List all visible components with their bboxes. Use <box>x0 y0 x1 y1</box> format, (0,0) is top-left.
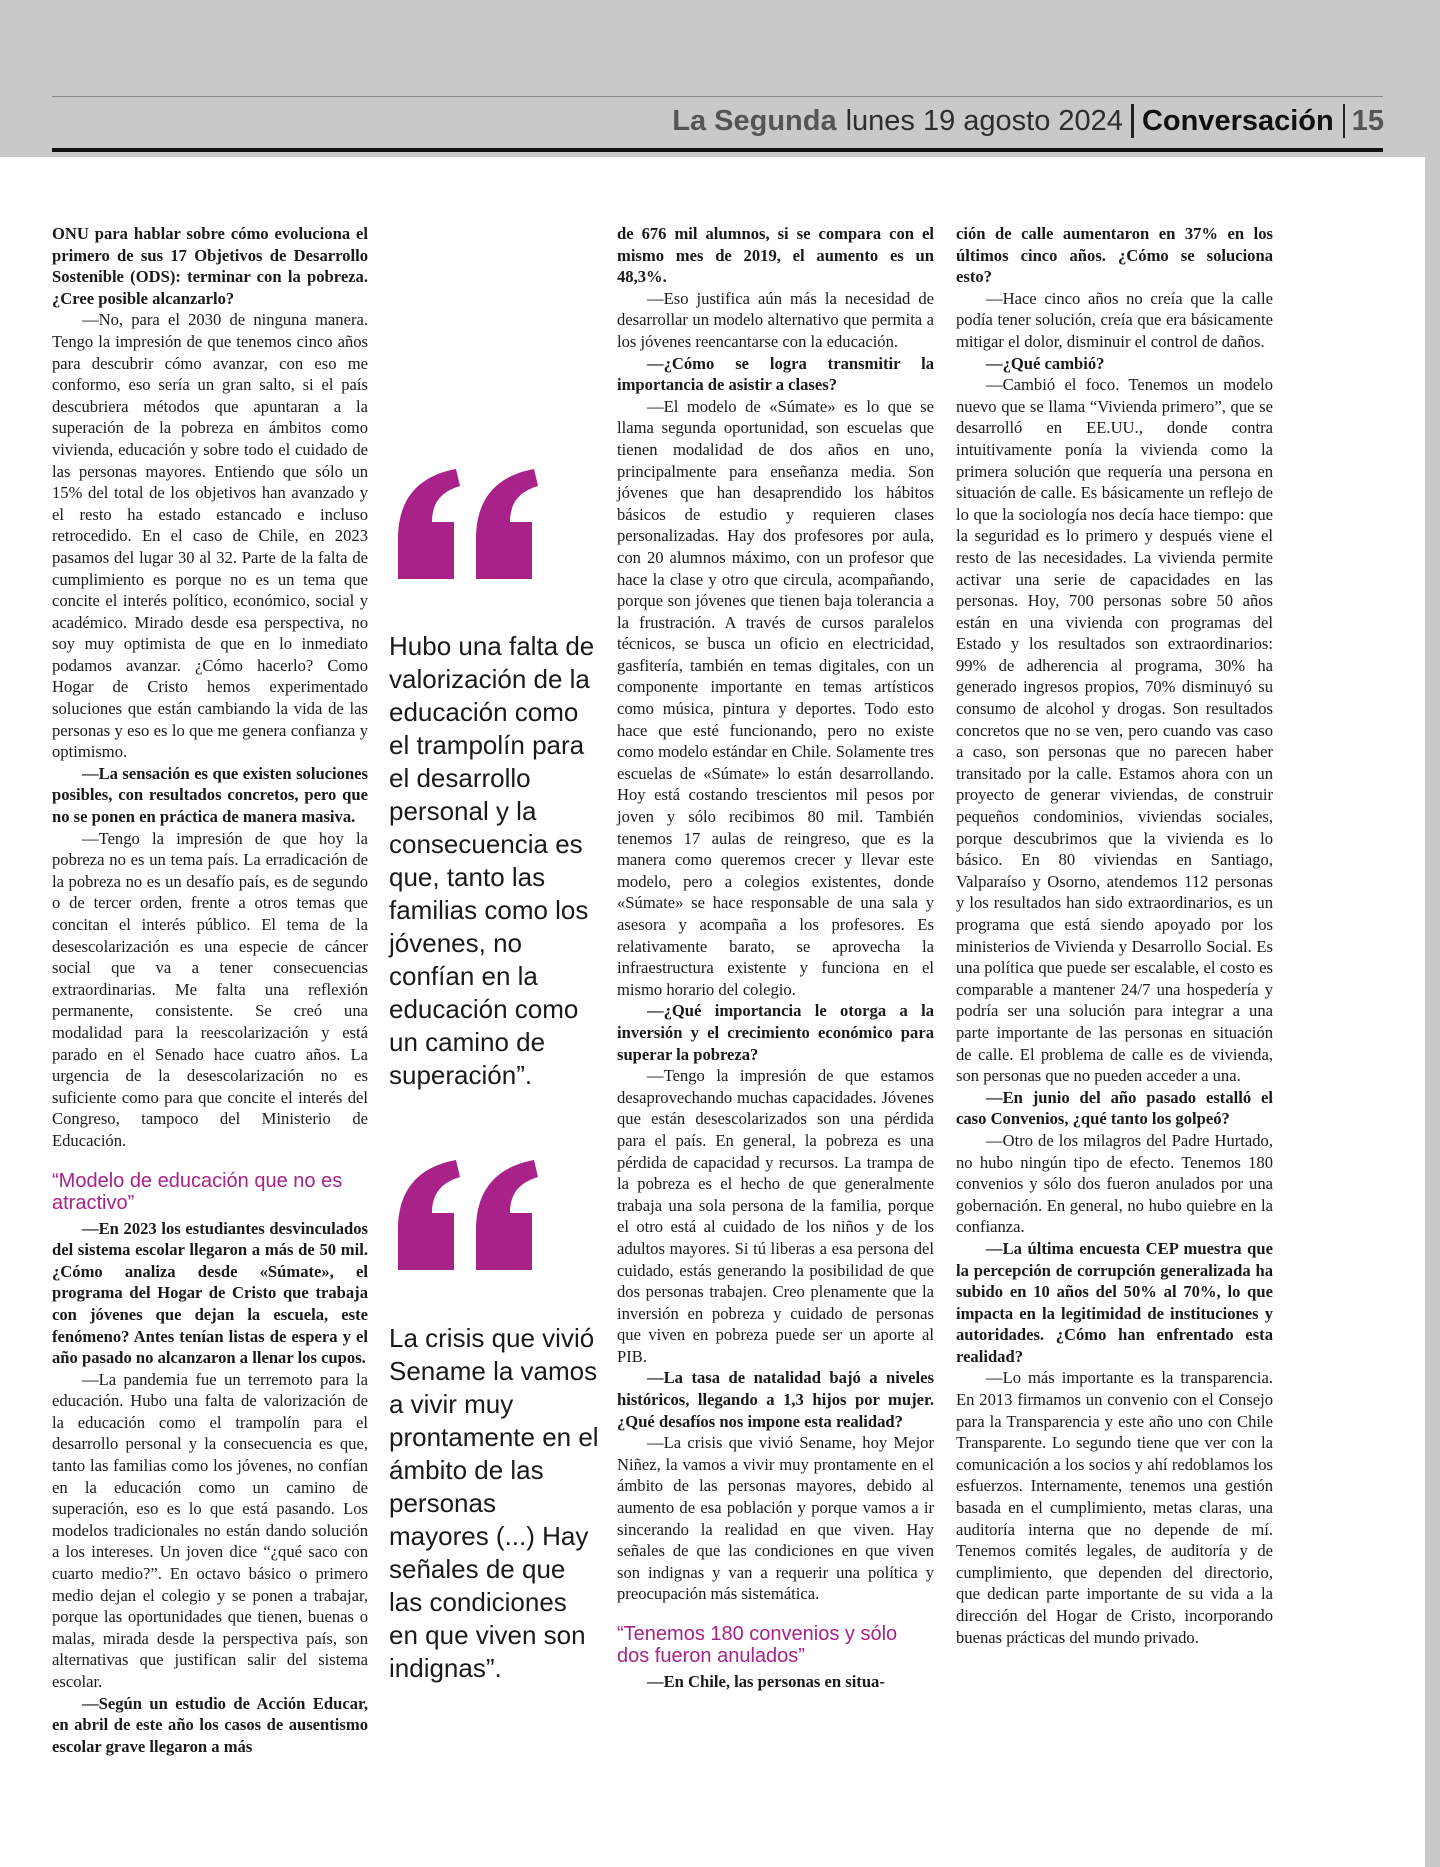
question: —En junio del año pasado estalló el caso Convenios, ¿qué tanto los golpeó? <box>956 1087 1273 1129</box>
question: —Según un estudio de Acción Educar, en abril de este año los casos de ausentismo escolar grave llegaron a más <box>52 1693 368 1756</box>
answer: —Eso justifica aún más la necesidad de desarrollar un modelo alternativo que permita a los jóvenes reencantarse con la educación. <box>617 288 934 351</box>
pull-quote: Hubo una falta de valorización de la educación como el trampolín para el desarrollo personal y la consecuencia es que, tanto las familias como los jóvenes, no confían en la educación como un camino de superación”. <box>389 631 595 1090</box>
article-column-3 <box>617 223 934 1693</box>
question: —¿Qué importancia le otorga a la inversión y el crecimiento económico para superar la pobreza? <box>617 1001 934 1064</box>
question: —¿Qué cambió? <box>986 353 1105 373</box>
article-column-1 <box>52 223 368 1757</box>
pull-quote: La crisis que vivió Sename la vamos a vivir muy prontamente en el ámbito de las personas mayores (...) Hay señales de que las condiciones en que viven son indignas”. <box>389 1323 599 1683</box>
quote-mark-icon <box>388 464 548 584</box>
question: —La tasa de natalidad bajó a niveles históricos, llegando a 1,3 hijos por mujer. ¿Qué desafíos nos impone esta realidad? <box>617 1368 934 1431</box>
question: —La sensación es que existen soluciones posibles, con resultados concretos, pero que no se ponen en práctica de manera masiva. <box>52 763 368 827</box>
answer: —Tengo la impresión de que estamos desaprovechando muchas capacidades. Jóvenes que están desescolarizados son una pérdida para el país. En general, la pobreza es una pérdida de capacidad y recursos. La trampa de la pobreza es el hecho de que generalmente trabaja una sola persona de la familia, porque el otro está al cuidado de los niños y de los adultos mayores. Si tú liberas a esa persona del cuidado, estás generando la posibilidad de que dos personas trabajen. Creo plenamente que la inversión en pobreza y cuidado de personas que viven en pobreza puede ser un aporte al PIB. <box>617 1066 934 1366</box>
header-rule-thin <box>52 96 1383 97</box>
article-column-4 <box>956 223 1273 1648</box>
question: ción de calle aumentaron en 37% en los últimos cinco años. ¿Cómo se soluciona esto? <box>956 224 1273 287</box>
answer: —Tengo la impresión de que hoy la pobreza no es un tema país. La erradicación de la pobreza no es un desafío país, es de segundo o de tercer orden, frente a otros temas que concitan el interés público. El tema de la desescolarización es una especie de cáncer social que va a tener consecuencias extraordinarias. Me falta una reflexión permanente, consistente. Se creó una modalidad para la reescolarización y está parado en el Senado hace cuatro años. La urgencia de la desescolarización no es suficiente como para que concite el interés del Congreso, tampoco del Ministerio de Educación. <box>52 828 368 1150</box>
masthead-divider-2 <box>1343 104 1345 138</box>
issue-date: lunes 19 agosto 2024 <box>845 104 1123 137</box>
question: de 676 mil alumnos, si se compara con el mismo mes de 2019, el aumento es un 48,3%. <box>617 224 934 287</box>
masthead-divider <box>1131 104 1134 138</box>
newspaper-name: La Segunda <box>672 104 837 137</box>
page-number: 15 <box>1351 104 1384 137</box>
section-name: Conversación <box>1141 104 1334 137</box>
answer: —Lo más importante es la transparencia. En 2013 firmamos un convenio con el Consejo para la Transparencia y este año uno con Chile Transparente. Lo segundo tiene que ver con la comunicación a los socios y ahí redoblamos los esfuerzos. Internamente, tenemos una gestión basada en el cumplimiento, metas claras, una auditoría interna que no depende de mí. Tenemos comités legales, de auditoría y de cumplimiento, que dependen del directorio, que dedican parte importante de su vida a la dirección del Hogar de Cristo, incorporando buenas prácticas del mundo privado. <box>956 1368 1273 1647</box>
question: ONU para hablar sobre cómo evoluciona el primero de sus 17 Objetivos de Desarrollo Sostenible (ODS): terminar con la pobreza. ¿Cree posible alcanzarlo? <box>52 224 368 308</box>
answer: —El modelo de «Súmate» es lo que se llama segunda oportunidad, son escuelas que tienen modalidad de dos años en uno, principalmente para enseñanza media. Son jóvenes que han desaprendido los hábitos básicos de estudio y requieren clases personalizadas. Hay dos profesores por aula, con 20 alumnos máximo, con un profesor que hace la clase y otro que circula, acompañando, porque son jóvenes que tienen baja tolerancia a la frustración. A través de cursos paralelos técnicos, se busca un oficio en electricidad, gasfitería, también en temas digitales, con un componente importante en temas artísticos como música, pintura y deportes. Todo esto hace que esté funcionando, pero no existe como modelo estándar en Chile. Solamente tres escuelas de «Súmate» lo están desarrollando. Hoy está costando trescientos mil pesos por joven y sólo recibimos 80 mil. También tenemos 17 aulas de reingreso, que es la manera como queremos crecer y llevar este modelo, pero a colegios existentes, donde «Súmate» se hace responsable de una sala y asesora y acompaña a los profesores. Es relativamente barato, se aprovecha la infraestructura existente y funciona en el mismo horario del colegio. <box>617 396 934 999</box>
answer: —La crisis que vivió Sename, hoy Mejor Niñez, la vamos a vivir muy prontamente en el ámbito de las personas mayores, debido al aumento de esa población y porque vamos a ir sincerando la realidad en que viven. Hay señales de que las condiciones en que viven son indignas y van a requerir una política y preocupación más sistemática. <box>617 1433 934 1604</box>
question: —En Chile, las personas en situa- <box>647 1672 885 1691</box>
subheading: “Modelo de educación que no es atractivo” <box>52 1169 343 1214</box>
page-edge <box>1425 157 1440 1867</box>
question: —¿Cómo se logra transmitir la importancia de asistir a clases? <box>617 353 934 395</box>
answer: —No, para el 2030 de ninguna manera. Tengo la impresión de que tenemos cinco años para descubrir cómo avanzar, con eso me conformo, eso sería un gran salto, si el país descubriera métodos que apuntaran a la superación de la pobreza en ámbitos como vivienda, educación y sobre todo el cuidado de las personas mayores. Entiendo que sólo un 15% del total de los objetivos han avanzado y el resto ha estado estancado e incluso retrocedido. En el caso de Chile, en 2023 pasamos del lugar 30 al 32. Parte de la falta de cumplimiento es porque no es un tema que concite el interés político, económico, social y académico. Mirado desde esa perspectiva, no soy muy optimista de que en lo inmediato podamos avanzar. ¿Cómo hacerlo? Como Hogar de Cristo hemos experimentado soluciones que están cambiando la vida de las personas y eso es lo que me genera confianza y optimismo. <box>52 310 368 762</box>
answer: —Otro de los milagros del Padre Hurtado, no hubo ningún tipo de efecto. Tenemos 180 convenios y sólo dos fueron anulados por una gobernación. En general, no hubo quiebre en la confianza. <box>956 1130 1273 1237</box>
question: —La última encuesta CEP muestra que la percepción de corrupción generalizada ha subido en 10 años del 50% al 70%, lo que impacta en la legitimidad de instituciones y autoridades. ¿Cómo han enfrentado esta realidad? <box>956 1238 1273 1366</box>
subheading: “Tenemos 180 convenios y sólo dos fueron anulados” <box>617 1623 898 1667</box>
question: —En 2023 los estudiantes desvinculados del sistema escolar llegaron a más de 50 mil. ¿Cómo analiza desde «Súmate», el programa del Hogar de Cristo que trabaja con jóvenes que dejan la escuela, este fenómeno? Antes tenían listas de espera y el año pasado no alcanzaron a llenar los cupos. <box>52 1218 368 1368</box>
answer: —Cambió el foco. Tenemos un modelo nuevo que se llama “Vivienda primero”, que se desarrolló en EE.UU., donde contra intuitivamente ponía la vivienda como la primera solución que requería una persona en situación de calle. Es básicamente un reflejo de lo que la sociología nos decía hace tiempo: que la seguridad es lo primero y después viene el resto de las necesidades. La vivienda permite activar una serie de capacidades en las personas. Hoy, 700 personas sobre 50 años están en una vivienda con programas del Estado y los resultados son extraordinarios: 99% de adherencia al programa, 30% ha generado ingresos propios, 70% disminuyó su consumo de alcohol y drogas. Son resultados concretos que no se ven, pero cuando vas caso a caso, son personas que no parecen haber transitado por la calle. Estamos ahora con un proyecto de generar viviendas, de construir pequeños condominios, viviendas sociales, porque descubrimos que la vivienda es lo básico. En 80 viviendas en Santiago, Valparaíso y Osorno, atendemos 112 personas y los resultados han sido extraordinarios, es un programa que está siendo apoyado por los ministerios de Vivienda y Desarrollo Social. Es una política que puede ser escalable, el costo es comparable a mantener 24/7 una hospedería y podría ser una solución para integrar a una parte importante de las personas en situación de calle. El problema de calle es de vivienda, son personas que no pueden acceder a una. <box>956 375 1273 1086</box>
masthead <box>672 100 1384 142</box>
quote-mark-icon <box>388 1155 548 1275</box>
header-rule-thick <box>52 148 1383 152</box>
answer: —La pandemia fue un terremoto para la educación. Hubo una falta de valorización de la educación como el trampolín para el desarrollo personal y la consecuencia es que, tanto las familias como los jóvenes, no confían en la educación como un camino de superación, eso es lo que está pasando. Los modelos tradicionales no están dando solución a los intereses. Un joven dice “¿qué saco con cuarto medio?”. En octavo básico o primero medio dejan el colegio y se ponen a trabajar, porque las oportunidades que tienen, buenas o malas, mirada desde la perspectiva país, son alternativas que justifican salir del sistema escolar. <box>52 1369 368 1691</box>
answer: —Hace cinco años no creía que la calle podía tener solución, creía que era básicamente mitigar el dolor, disminuir el control de daños. <box>956 288 1273 351</box>
